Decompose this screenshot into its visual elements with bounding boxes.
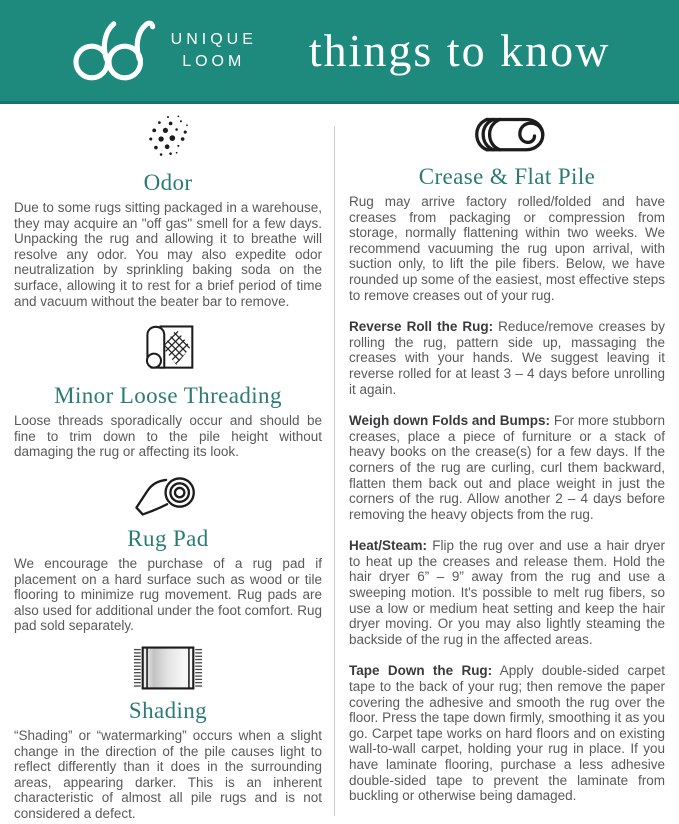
tip-weigh-down <box>349 413 665 522</box>
tip-body-weigh-down: For more stubborn creases, place a piece of furniture or a stack of heavy books on the crease(s) for a few days. If the corners of the rug are curling, curl them backward, flatten them back out and place weight in just the corners of the rug. Allow another 2 – 4 days before removing the heavy objects from the rug. <box>349 413 665 522</box>
tip-heat-steam <box>349 538 665 647</box>
brand-line-1: UNIQUE <box>170 30 257 48</box>
column-divider <box>334 126 335 816</box>
brand-line-2: LOOM <box>182 52 246 70</box>
tip-label-reverse-roll: Reverse Roll the Rug: <box>349 319 494 335</box>
odor-dots-icon <box>14 114 322 169</box>
rug-pad-roll-icon <box>14 470 322 525</box>
tip-body-tape-down: Apply double-sided carpet tape to the back of your rug; then remove the paper covering the adhesive and smooth the rug over the floor. Press the tape down firmly, smoothing it as you go. Carpet tape works on hard floors and on existing wall-to-wall carpet, holding your rug in place. If you have laminate flooring, purchase a less adhesive double-sided tape to prevent the laminate from buckling or otherwise being damaged. <box>349 663 665 804</box>
tip-label-heat-steam: Heat/Steam: <box>349 538 428 554</box>
tip-label-weigh-down: Weigh down Folds and Bumps: <box>349 413 550 429</box>
section-body-crease: Rug may arrive factory rolled/folded and have creases from packaging or compression from storage, normally flattening within two weeks. We recommend vacuuming the rug upon arrival, with suction only, to lift the pile fibers. Below, we have rounded up some of the easiest, most effective steps to remove creases out of your rug. <box>349 194 665 303</box>
section-crease <box>349 114 665 303</box>
rolled-rug-threading-icon <box>14 319 322 382</box>
section-body-odor: Due to some rugs sitting packaged in a warehouse, they may acquire an "off gas" smell for a few days. Unpacking the rug and allowing it to breathe will resolve any odor. You may also expedite odor neutralization by sprinkling baking soda on the surface, allowing it to rest for a brief period of time and vacuum without the beater bar to remove. <box>14 200 322 309</box>
page-title: things to know <box>308 25 611 76</box>
section-body-shading: “Shading” or “watermarking” occurs when a slight change in the direction of the pile causes light to reflect differently than it does in the surrounding areas, appearing darker. This is an inherent characteristic of almost all pile rugs and is not considered a defect. <box>14 727 322 821</box>
section-heading-threading: Minor Loose Threading <box>54 383 282 409</box>
rolled-rug-crease-icon <box>349 114 665 163</box>
section-heading-rug-pad: Rug Pad <box>127 525 209 551</box>
section-body-rug-pad: We encourage the purchase of a rug pad if placement on a hard surface such as wood or tile flooring to minimize rug movement. Rug pads are also used for additional under the foot comfort. Rug pad sold separately. <box>14 555 322 634</box>
section-rug-pad <box>14 470 322 634</box>
section-heading-shading: Shading <box>128 697 208 723</box>
tip-body-reverse-roll: Reduce/remove creases by rolling the rug, pattern side up, massaging the creases with your hands. We suggest leaving it reverse rolled for at least 3 – 4 days before unrolling it again. <box>349 319 665 397</box>
section-heading-crease: Crease & Flat Pile <box>418 164 596 189</box>
section-odor <box>14 114 322 309</box>
tip-label-tape-down: Tape Down the Rug: <box>349 663 493 679</box>
tip-reverse-roll <box>349 319 665 397</box>
tip-tape-down <box>349 663 665 803</box>
section-threading <box>14 319 322 460</box>
section-heading-odor: Odor <box>143 170 193 195</box>
header-banner <box>0 0 679 104</box>
unique-loom-logo <box>69 16 157 86</box>
content-area <box>0 104 679 821</box>
section-shading <box>14 644 322 822</box>
brand-block <box>69 16 257 86</box>
shaded-rug-icon <box>14 644 322 697</box>
section-body-threading: Loose threads sporadically occur and should be fine to trim down to the pile height without damaging the rug or affecting its look. <box>14 413 322 460</box>
right-column <box>349 112 665 821</box>
tip-body-heat-steam: Flip the rug over and use a hair dryer to heat up the creases and release them. Hold the hair dryer 6” – 9” away from the rug and use a sweeping motion. It's possible to melt rug fibers, so use a low or medium heat setting and keep the hair dryer moving. Or you may also lightly steaming the backside of the rug in the affected areas. <box>349 538 665 647</box>
left-column <box>14 112 322 821</box>
brand-name <box>171 29 257 72</box>
